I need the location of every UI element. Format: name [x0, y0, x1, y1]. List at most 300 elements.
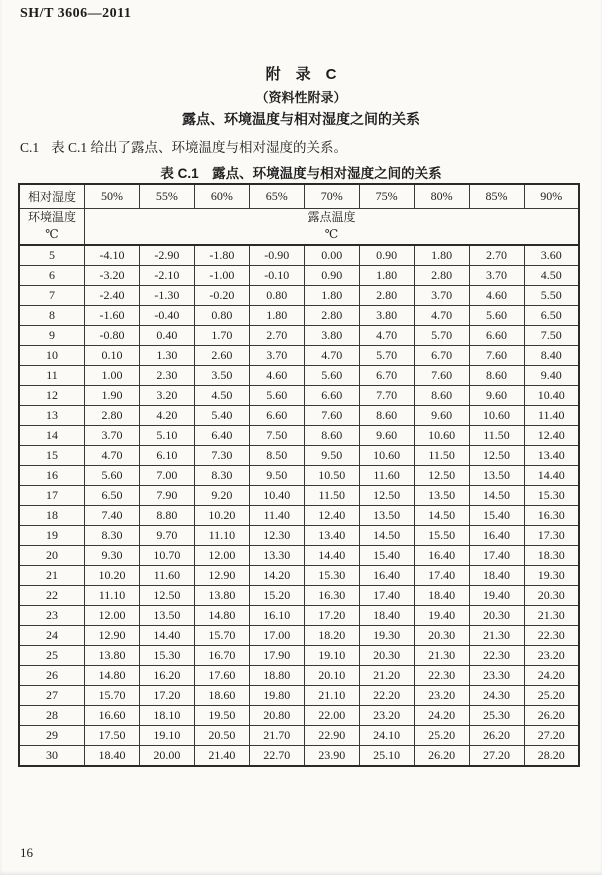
humidity-header-cell: 70% [304, 184, 359, 208]
table-row [19, 466, 579, 486]
dewpoint-value-cell: 5.60 [469, 306, 524, 326]
dewpoint-value-cell: 9.50 [249, 466, 304, 486]
dewpoint-value-cell: 16.40 [414, 546, 469, 566]
dewpoint-value-cell: 15.30 [304, 566, 359, 586]
ambient-temp-unit: ℃ [45, 227, 59, 242]
dewpoint-value-cell: 21.40 [194, 746, 249, 767]
dewpoint-value-cell: -1.80 [194, 245, 249, 266]
dewpoint-value-cell: 0.90 [304, 266, 359, 286]
dewpoint-value-cell: 14.40 [139, 626, 194, 646]
ambient-temp-label: 环境温度 [27, 210, 76, 225]
dewpoint-value-cell: 20.50 [194, 726, 249, 746]
dewpoint-value-cell: 12.30 [249, 526, 304, 546]
dewpoint-value-cell: 28.20 [524, 746, 579, 767]
ambient-temp-cell: 14 [19, 426, 85, 446]
dewpoint-value-cell: 10.40 [249, 486, 304, 506]
dewpoint-value-cell: 18.40 [359, 606, 414, 626]
dewpoint-value-cell: 1.00 [85, 366, 140, 386]
dewpoint-value-cell: 19.40 [414, 606, 469, 626]
dewpoint-value-cell: 19.30 [359, 626, 414, 646]
dewpoint-value-cell: -0.20 [194, 286, 249, 306]
dewpoint-value-cell: 2.80 [359, 286, 414, 306]
dewpoint-value-cell: 14.40 [524, 466, 579, 486]
table-row [19, 266, 579, 286]
dewpoint-value-cell: 13.80 [194, 586, 249, 606]
dewpoint-value-cell: 3.20 [139, 386, 194, 406]
dewpoint-value-cell: 8.80 [139, 506, 194, 526]
dewpoint-value-cell: 3.70 [85, 426, 140, 446]
table-row [19, 346, 579, 366]
dewpoint-value-cell: 1.90 [85, 386, 140, 406]
dewpoint-value-cell: 4.70 [359, 326, 414, 346]
dewpoint-value-cell: 18.10 [139, 706, 194, 726]
dewpoint-value-cell: 4.50 [194, 386, 249, 406]
dewpoint-value-cell: 10.60 [469, 406, 524, 426]
dewpoint-value-cell: 12.00 [194, 546, 249, 566]
dewpoint-value-cell: 0.90 [359, 245, 414, 266]
dewpoint-value-cell: 23.30 [469, 666, 524, 686]
dewpoint-value-cell: 22.00 [304, 706, 359, 726]
appendix-title: 附 录 C [265, 66, 337, 83]
dewpoint-value-cell: 3.80 [304, 326, 359, 346]
dewpoint-value-cell: 11.10 [194, 526, 249, 546]
dewpoint-value-cell: 18.40 [85, 746, 140, 767]
dewpoint-value-cell: 0.00 [304, 245, 359, 266]
dewpoint-value-cell: 17.20 [139, 686, 194, 706]
dewpoint-value-cell: 15.70 [85, 686, 140, 706]
dewpoint-value-cell: -4.10 [85, 245, 140, 266]
dewpoint-value-cell: 10.20 [194, 506, 249, 526]
dewpoint-value-cell: 17.20 [304, 606, 359, 626]
dewpoint-value-cell: 21.30 [469, 626, 524, 646]
table-row [19, 626, 579, 646]
dewpoint-value-cell: -0.90 [249, 245, 304, 266]
humidity-header-cell: 80% [414, 184, 469, 208]
relative-humidity-header-cell: 相对湿度 [19, 184, 85, 208]
dewpoint-value-cell: 24.10 [359, 726, 414, 746]
dewpoint-value-cell: 16.40 [469, 526, 524, 546]
table-row [19, 506, 579, 526]
table-row [19, 366, 579, 386]
dewpoint-value-cell: -0.80 [85, 326, 140, 346]
dewpoint-value-cell: 10.70 [139, 546, 194, 566]
dewpoint-value-cell: 16.20 [139, 666, 194, 686]
dewpoint-value-cell: 1.70 [194, 326, 249, 346]
table-row [19, 386, 579, 406]
dewpoint-value-cell: 17.40 [414, 566, 469, 586]
table-body [19, 245, 579, 766]
table-row [19, 646, 579, 666]
dewpoint-value-cell: 16.40 [359, 566, 414, 586]
table-row [19, 306, 579, 326]
ambient-temp-cell: 17 [19, 486, 85, 506]
dewpoint-value-cell: 9.30 [85, 546, 140, 566]
dewpoint-value-cell: 9.50 [304, 446, 359, 466]
dewpoint-value-cell: 5.60 [304, 366, 359, 386]
dewpoint-value-cell: 9.70 [139, 526, 194, 546]
dewpoint-value-cell: 3.50 [194, 366, 249, 386]
humidity-header-row [19, 184, 579, 208]
dewpoint-value-cell: 8.50 [249, 446, 304, 466]
dewpoint-value-cell: 23.90 [304, 746, 359, 767]
dewpoint-value-cell: 14.40 [304, 546, 359, 566]
dewpoint-value-cell: 22.30 [524, 626, 579, 646]
dewpoint-value-cell: 14.50 [359, 526, 414, 546]
dewpoint-value-cell: 13.30 [249, 546, 304, 566]
dewpoint-value-cell: 23.20 [414, 686, 469, 706]
dewpoint-value-cell: 14.50 [469, 486, 524, 506]
dewpoint-value-cell: 9.60 [469, 386, 524, 406]
dewpoint-value-cell: 1.80 [249, 306, 304, 326]
dewpoint-value-cell: 19.50 [194, 706, 249, 726]
dewpoint-value-cell: 26.20 [414, 746, 469, 767]
dewpoint-value-cell: 12.90 [194, 566, 249, 586]
dewpoint-value-cell: 13.40 [304, 526, 359, 546]
dewpoint-value-cell: 11.40 [249, 506, 304, 526]
ambient-temp-cell: 22 [19, 586, 85, 606]
dewpoint-value-cell: 12.90 [85, 626, 140, 646]
dewpoint-value-cell: 18.40 [469, 566, 524, 586]
ambient-temp-cell: 27 [19, 686, 85, 706]
dewpoint-value-cell: 18.60 [194, 686, 249, 706]
dewpoint-value-cell: 15.40 [469, 506, 524, 526]
table-header [19, 184, 579, 245]
dewpoint-value-cell: 15.70 [194, 626, 249, 646]
dewpoint-value-cell: -0.10 [249, 266, 304, 286]
ambient-temp-cell: 10 [19, 346, 85, 366]
dewpoint-value-cell: 27.20 [524, 726, 579, 746]
dewpoint-value-cell: 6.60 [469, 326, 524, 346]
ambient-temp-cell: 15 [19, 446, 85, 466]
dewpoint-value-cell: 22.90 [304, 726, 359, 746]
dewpoint-value-cell: 8.60 [469, 366, 524, 386]
dewpoint-value-cell: 12.00 [85, 606, 140, 626]
ambient-temp-cell: 28 [19, 706, 85, 726]
table-caption: 表 C.1 露点、环境温度与相对湿度之间的关系 [160, 166, 442, 181]
dewpoint-value-cell: 21.30 [524, 606, 579, 626]
table-row [19, 566, 579, 586]
table-row [19, 706, 579, 726]
dewpoint-value-cell: 16.60 [85, 706, 140, 726]
dewpoint-value-cell: 7.60 [414, 366, 469, 386]
dewpoint-table [18, 183, 580, 767]
table-row [19, 586, 579, 606]
dewpoint-value-cell: 4.70 [304, 346, 359, 366]
dewpoint-value-cell: 15.30 [524, 486, 579, 506]
dewpoint-value-cell: 7.60 [469, 346, 524, 366]
dewpoint-value-cell: 3.60 [524, 245, 579, 266]
dewpoint-value-cell: 25.30 [469, 706, 524, 726]
dewpoint-value-cell: 13.80 [85, 646, 140, 666]
dewpoint-value-cell: 12.50 [139, 586, 194, 606]
dewpoint-value-cell: 19.80 [249, 686, 304, 706]
table-row [19, 526, 579, 546]
dewpoint-value-cell: 4.70 [414, 306, 469, 326]
ambient-temp-cell: 5 [19, 245, 85, 266]
dewpoint-value-cell: 8.30 [194, 466, 249, 486]
dewpoint-value-cell: 13.50 [414, 486, 469, 506]
dewpoint-value-cell: -1.00 [194, 266, 249, 286]
dewpoint-value-cell: -3.20 [85, 266, 140, 286]
dewpoint-value-cell: 6.70 [359, 366, 414, 386]
table-row [19, 406, 579, 426]
dewpoint-value-cell: 11.40 [524, 406, 579, 426]
dewpoint-value-cell: 8.30 [85, 526, 140, 546]
dewpoint-value-cell: 13.50 [139, 606, 194, 626]
dewpoint-value-cell: 8.40 [524, 346, 579, 366]
dewpoint-value-cell: 2.80 [304, 306, 359, 326]
dewpoint-value-cell: 12.50 [359, 486, 414, 506]
dewpoint-value-cell: 17.60 [194, 666, 249, 686]
humidity-header-cell: 60% [194, 184, 249, 208]
dewpoint-value-cell: 22.30 [414, 666, 469, 686]
table-row [19, 546, 579, 566]
dewpoint-value-cell: 0.10 [85, 346, 140, 366]
dewpoint-value-cell: 23.20 [524, 646, 579, 666]
humidity-header-cell: 65% [249, 184, 304, 208]
dewpoint-value-cell: 18.80 [249, 666, 304, 686]
dewpoint-value-cell: 11.50 [414, 446, 469, 466]
dewpoint-value-cell: 11.60 [359, 466, 414, 486]
dewpoint-value-cell: 10.20 [85, 566, 140, 586]
dewpoint-value-cell: 11.50 [304, 486, 359, 506]
dewpoint-value-cell: 4.50 [524, 266, 579, 286]
dewpoint-value-cell: 25.20 [414, 726, 469, 746]
dewpoint-value-cell: 15.50 [414, 526, 469, 546]
dewpoint-value-cell: 18.30 [524, 546, 579, 566]
dewpoint-value-cell: 9.60 [414, 406, 469, 426]
dewpoint-value-cell: 18.40 [414, 586, 469, 606]
dewpoint-value-cell: 17.30 [524, 526, 579, 546]
dewpoint-value-cell: 17.40 [469, 546, 524, 566]
table-row [19, 286, 579, 306]
dewpoint-value-cell: 16.30 [304, 586, 359, 606]
dewpoint-value-cell: 10.40 [524, 386, 579, 406]
ambient-temp-cell: 30 [19, 746, 85, 767]
table-row [19, 446, 579, 466]
dewpoint-value-cell: 12.50 [414, 466, 469, 486]
dewpoint-value-cell: 22.30 [469, 646, 524, 666]
dewpoint-value-cell: 26.20 [469, 726, 524, 746]
ambient-temp-cell: 20 [19, 546, 85, 566]
dewpoint-value-cell: 20.10 [304, 666, 359, 686]
dewpoint-temp-header-cell [85, 208, 580, 245]
clause-number: C.1 [20, 140, 40, 155]
table-row [19, 606, 579, 626]
ambient-temp-cell: 26 [19, 666, 85, 686]
page-number: 16 [20, 845, 33, 860]
dewpoint-value-cell: 19.30 [524, 566, 579, 586]
dewpoint-value-cell: 24.30 [469, 686, 524, 706]
dewpoint-value-cell: 17.40 [359, 586, 414, 606]
humidity-header-cell: 55% [139, 184, 194, 208]
standard-number: SH/T 3606—2011 [20, 6, 132, 21]
dewpoint-value-cell: 5.50 [524, 286, 579, 306]
ambient-temp-cell: 24 [19, 626, 85, 646]
dewpoint-value-cell: 6.70 [414, 346, 469, 366]
ambient-temp-cell: 9 [19, 326, 85, 346]
ambient-temp-cell: 18 [19, 506, 85, 526]
dewpoint-value-cell: 7.70 [359, 386, 414, 406]
ambient-temp-cell: 7 [19, 286, 85, 306]
dewpoint-value-cell: 2.70 [249, 326, 304, 346]
dewpoint-value-cell: 26.20 [524, 706, 579, 726]
dewpoint-value-cell: 12.40 [304, 506, 359, 526]
dewpoint-value-cell: 7.50 [524, 326, 579, 346]
dewpoint-value-cell: 6.60 [249, 406, 304, 426]
ambient-temp-cell: 19 [19, 526, 85, 546]
ambient-temp-header-cell [19, 208, 85, 245]
dewpoint-value-cell: 6.40 [194, 426, 249, 446]
dewpoint-value-cell: 8.60 [414, 386, 469, 406]
dewpoint-value-cell: 5.60 [249, 386, 304, 406]
ambient-temp-cell: 12 [19, 386, 85, 406]
dewpoint-value-cell: 1.80 [359, 266, 414, 286]
humidity-header-cell: 90% [524, 184, 579, 208]
table-row [19, 426, 579, 446]
dewpoint-value-cell: -1.30 [139, 286, 194, 306]
dewpoint-temp-label: 露点温度 [307, 210, 356, 225]
table-row [19, 245, 579, 266]
dewpoint-value-cell: 13.50 [469, 466, 524, 486]
dewpoint-value-cell: 6.50 [524, 306, 579, 326]
dewpoint-value-cell: 19.10 [304, 646, 359, 666]
dewpoint-value-cell: 5.40 [194, 406, 249, 426]
table-row [19, 746, 579, 767]
dewpoint-value-cell: 4.70 [85, 446, 140, 466]
ambient-temp-cell: 8 [19, 306, 85, 326]
dewpoint-value-cell: 0.80 [194, 306, 249, 326]
dewpoint-value-cell: 7.60 [304, 406, 359, 426]
dewpoint-value-cell: 18.20 [304, 626, 359, 646]
dewpoint-value-cell: 3.70 [414, 286, 469, 306]
dewpoint-header-row [19, 208, 579, 245]
dewpoint-value-cell: 12.40 [524, 426, 579, 446]
ambient-temp-cell: 23 [19, 606, 85, 626]
dewpoint-value-cell: 1.80 [414, 245, 469, 266]
table-row [19, 726, 579, 746]
dewpoint-value-cell: 15.40 [359, 546, 414, 566]
dewpoint-value-cell: 14.50 [414, 506, 469, 526]
dewpoint-value-cell: 5.70 [359, 346, 414, 366]
dewpoint-value-cell: 15.30 [139, 646, 194, 666]
dewpoint-value-cell: 4.60 [469, 286, 524, 306]
dewpoint-value-cell: 2.30 [139, 366, 194, 386]
dewpoint-temp-unit: ℃ [324, 227, 339, 242]
dewpoint-value-cell: 20.30 [524, 586, 579, 606]
dewpoint-value-cell: 5.10 [139, 426, 194, 446]
dewpoint-value-cell: 3.70 [469, 266, 524, 286]
dewpoint-value-cell: 14.80 [194, 606, 249, 626]
dewpoint-value-cell: 19.10 [139, 726, 194, 746]
ambient-temp-cell: 25 [19, 646, 85, 666]
appendix-subtitle: （资料性附录） [255, 90, 347, 105]
dewpoint-value-cell: 2.60 [194, 346, 249, 366]
dewpoint-value-cell: 24.20 [524, 666, 579, 686]
dewpoint-value-cell: 20.30 [469, 606, 524, 626]
ambient-temp-cell: 21 [19, 566, 85, 586]
humidity-header-cell: 85% [469, 184, 524, 208]
dewpoint-value-cell: 19.40 [469, 586, 524, 606]
dewpoint-value-cell: 22.20 [359, 686, 414, 706]
dewpoint-value-cell: 2.70 [469, 245, 524, 266]
dewpoint-value-cell: 22.70 [249, 746, 304, 767]
dewpoint-value-cell: 9.40 [524, 366, 579, 386]
dewpoint-value-cell: 5.60 [85, 466, 140, 486]
dewpoint-value-cell: 9.20 [194, 486, 249, 506]
table-row [19, 486, 579, 506]
dewpoint-value-cell: 7.50 [249, 426, 304, 446]
dewpoint-value-cell: 9.60 [359, 426, 414, 446]
dewpoint-value-cell: 17.00 [249, 626, 304, 646]
dewpoint-value-cell: 12.50 [469, 446, 524, 466]
appendix-heading: 露点、环境温度与相对湿度之间的关系 [182, 111, 420, 127]
dewpoint-value-cell: 16.70 [194, 646, 249, 666]
dewpoint-value-cell: 4.60 [249, 366, 304, 386]
clause-c1 [20, 136, 582, 156]
dewpoint-value-cell: 20.30 [359, 646, 414, 666]
dewpoint-value-cell: 21.20 [359, 666, 414, 686]
dewpoint-value-cell: 8.60 [359, 406, 414, 426]
dewpoint-value-cell: 21.70 [249, 726, 304, 746]
dewpoint-value-cell: 10.60 [414, 426, 469, 446]
table-row [19, 686, 579, 706]
dewpoint-value-cell: 6.10 [139, 446, 194, 466]
dewpoint-value-cell: 11.60 [139, 566, 194, 586]
dewpoint-value-cell: 10.60 [359, 446, 414, 466]
dewpoint-value-cell: 27.20 [469, 746, 524, 767]
dewpoint-value-cell: 7.40 [85, 506, 140, 526]
dewpoint-value-cell: 17.90 [249, 646, 304, 666]
dewpoint-value-cell: 7.00 [139, 466, 194, 486]
ambient-temp-cell: 16 [19, 466, 85, 486]
dewpoint-value-cell: 21.10 [304, 686, 359, 706]
dewpoint-value-cell: 16.30 [524, 506, 579, 526]
dewpoint-value-cell: 2.80 [85, 406, 140, 426]
dewpoint-value-cell: 1.30 [139, 346, 194, 366]
dewpoint-value-cell: 5.70 [414, 326, 469, 346]
dewpoint-value-cell: 7.30 [194, 446, 249, 466]
dewpoint-value-cell: 6.50 [85, 486, 140, 506]
dewpoint-value-cell: -2.90 [139, 245, 194, 266]
dewpoint-value-cell: 13.50 [359, 506, 414, 526]
dewpoint-value-cell: 1.80 [304, 286, 359, 306]
dewpoint-value-cell: 20.00 [139, 746, 194, 767]
dewpoint-value-cell: -0.40 [139, 306, 194, 326]
dewpoint-value-cell: -2.10 [139, 266, 194, 286]
dewpoint-value-cell: 3.80 [359, 306, 414, 326]
dewpoint-value-cell: 25.20 [524, 686, 579, 706]
ambient-temp-cell: 6 [19, 266, 85, 286]
dewpoint-value-cell: 17.50 [85, 726, 140, 746]
dewpoint-value-cell: 7.90 [139, 486, 194, 506]
dewpoint-value-cell: 3.70 [249, 346, 304, 366]
dewpoint-value-cell: 11.10 [85, 586, 140, 606]
table-row [19, 326, 579, 346]
dewpoint-value-cell: 20.30 [414, 626, 469, 646]
dewpoint-value-cell: 14.20 [249, 566, 304, 586]
dewpoint-value-cell: 8.60 [304, 426, 359, 446]
dewpoint-value-cell: 0.40 [139, 326, 194, 346]
ambient-temp-cell: 11 [19, 366, 85, 386]
dewpoint-value-cell: 16.10 [249, 606, 304, 626]
dewpoint-value-cell: 24.20 [414, 706, 469, 726]
dewpoint-value-cell: 13.40 [524, 446, 579, 466]
humidity-header-cell: 50% [85, 184, 140, 208]
dewpoint-value-cell: 11.50 [469, 426, 524, 446]
dewpoint-value-cell: 0.80 [249, 286, 304, 306]
dewpoint-value-cell: 23.20 [359, 706, 414, 726]
